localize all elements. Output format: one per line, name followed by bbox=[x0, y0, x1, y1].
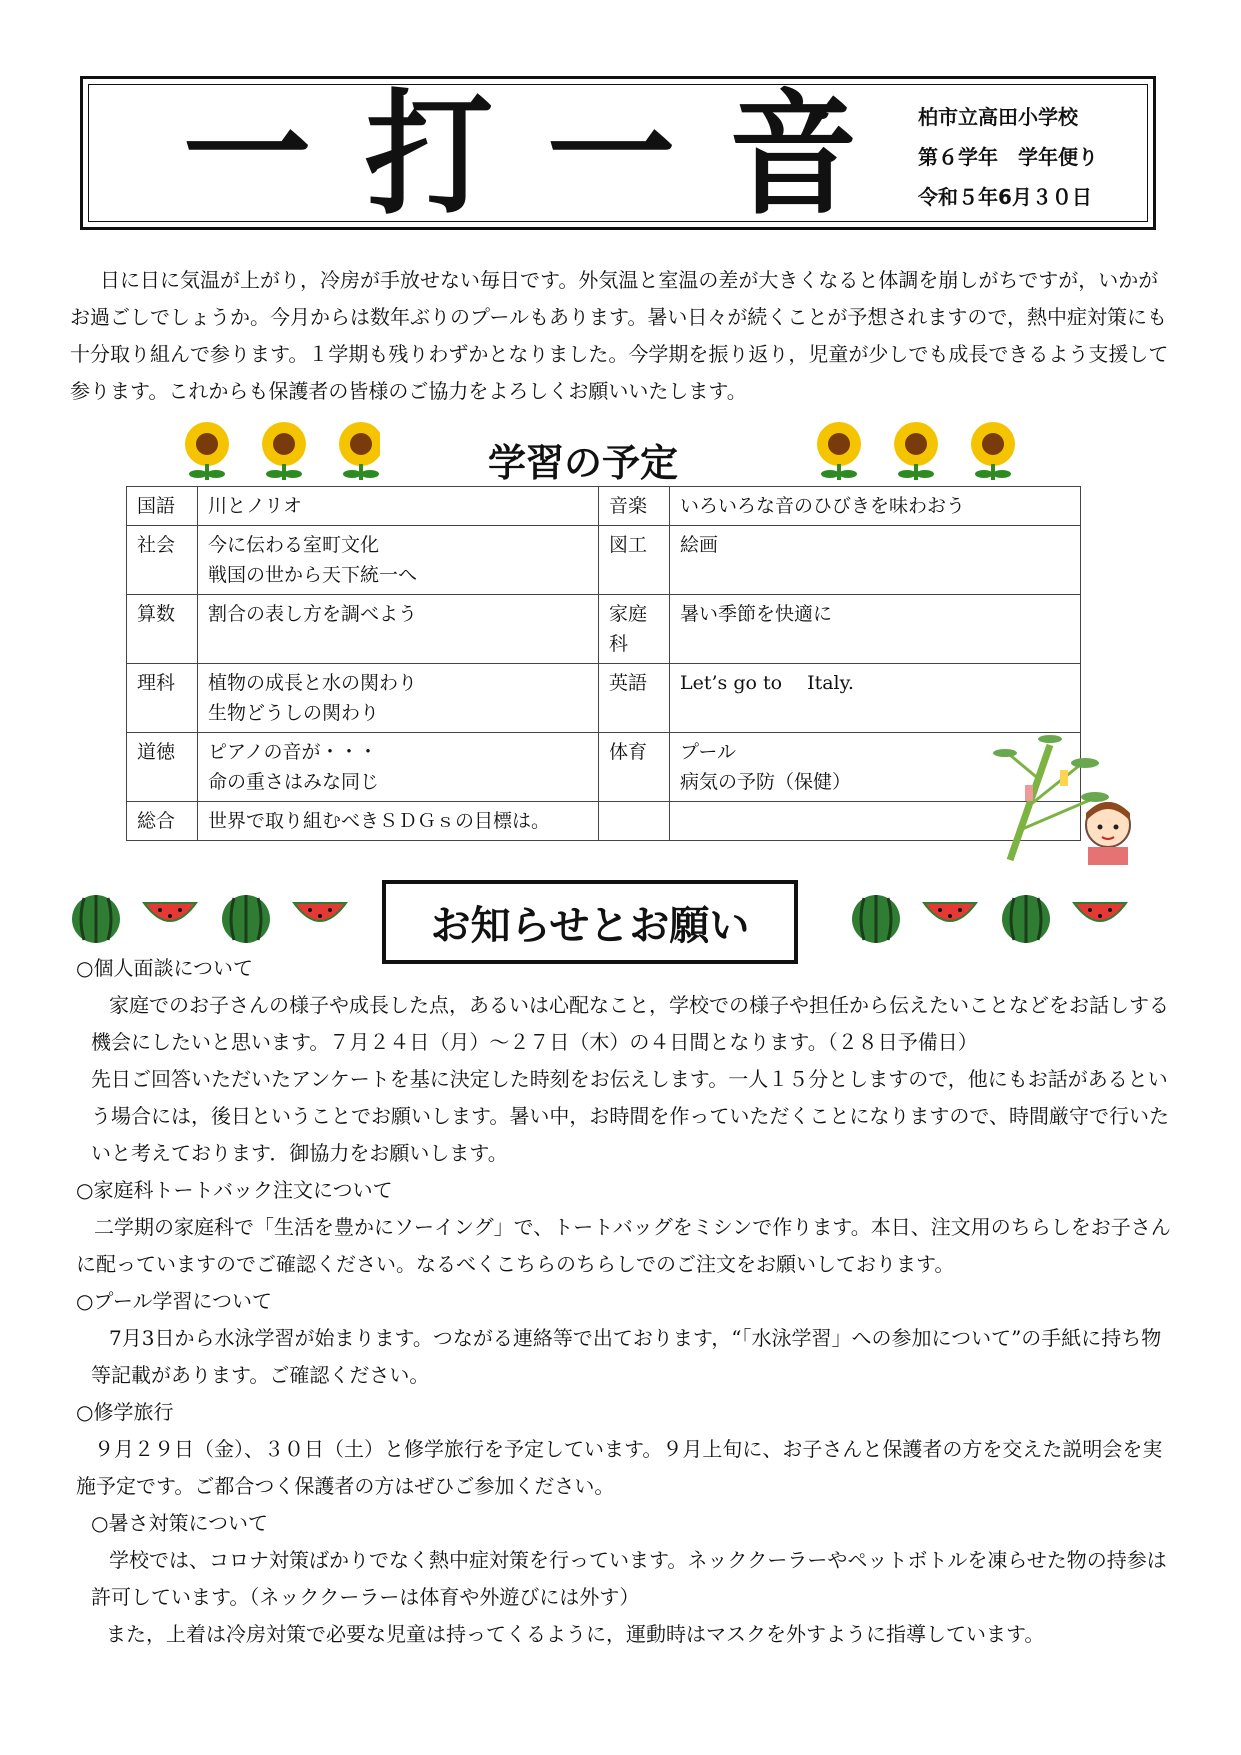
pool-heading: ○プール学習について bbox=[76, 1289, 273, 1313]
watermelon-slice-icon bbox=[292, 902, 348, 922]
heat-text-1: 学校では、コロナ対策ばかりでなく熱中症対策を行っています。ネッククーラーやペットボトルを凍らせた物の持参は許可しています。（ネッククーラーは体育や外遊びには外す） bbox=[91, 1548, 1167, 1609]
watermelon-slice-icon bbox=[922, 902, 978, 922]
content-cell-line: 今に伝わる室町文化 bbox=[208, 534, 380, 556]
sunflower-icon bbox=[262, 422, 306, 480]
watermelon-decoration-left bbox=[70, 892, 360, 946]
subject-cell-line: 音楽 bbox=[609, 495, 648, 517]
subject-cell-line: 図工 bbox=[609, 534, 648, 556]
subject-cell-line-2 bbox=[609, 767, 659, 797]
subject-cell-line: 社会 bbox=[137, 534, 176, 556]
interview-text-2: 先日ご回答いただいたアンケートを基に決定した時刻をお伝えします。一人１５分としますので，他にもお話があるという場合には，後日ということでお願いします。暑い中，お時間を作っていただくことになりますので、時間厳守で行いたいと考えております．御協力をお願いします。 bbox=[91, 1067, 1169, 1165]
newsletter-title: 一打一音 bbox=[183, 77, 912, 234]
content-cell bbox=[670, 487, 1081, 526]
content-cell-line: 川とノリオ bbox=[208, 495, 303, 517]
subject-cell-line: 体育 bbox=[609, 741, 648, 763]
content-cell-line: Let’s go to Italy. bbox=[680, 672, 854, 694]
content-cell bbox=[198, 733, 599, 802]
subject-cell bbox=[599, 595, 670, 664]
subject-cell-line: 英語 bbox=[609, 672, 648, 694]
watermelon-decoration-right bbox=[850, 892, 1140, 946]
notices-section bbox=[76, 950, 1176, 1653]
schedule-row bbox=[127, 526, 1081, 595]
pool-text: 7月3日から水泳学習が始まります。つながる連絡等で出ております，“「水泳学習」への参加について”の手紙に持ち物等記載があります。ご確認ください。 bbox=[91, 1326, 1162, 1387]
heat-heading: ○暑さ対策について bbox=[91, 1511, 269, 1535]
schedule-row bbox=[127, 664, 1081, 733]
subject-cell bbox=[599, 802, 670, 841]
schedule-row bbox=[127, 802, 1081, 841]
schedule-row bbox=[127, 733, 1081, 802]
sunflower-decoration-right bbox=[812, 418, 1032, 482]
content-cell bbox=[670, 664, 1081, 733]
subject-cell bbox=[127, 595, 198, 664]
study-schedule-title: 学習の予定 bbox=[488, 441, 679, 485]
masthead bbox=[80, 76, 1156, 234]
content-cell-line: 世界で取り組むべきＳＤＧｓの目標は。 bbox=[208, 810, 551, 832]
subject-cell bbox=[127, 733, 198, 802]
content-cell-line-2: 生物どうしの関わり bbox=[208, 702, 380, 724]
subject-cell bbox=[599, 664, 670, 733]
content-cell bbox=[198, 487, 599, 526]
subject-cell bbox=[127, 526, 198, 595]
subject-cell-line-2 bbox=[137, 560, 187, 590]
content-cell bbox=[198, 802, 599, 841]
sunflower-icon bbox=[339, 422, 380, 480]
content-cell-line-2: 戦国の世から天下統一へ bbox=[208, 564, 418, 586]
interview-text-1: 家庭でのお子さんの様子や成長した点，あるいは心配なこと，学校での様子や担任から伝えたいことなどをお話しする機会にしたいと思います。７月２４日（月）～２７日（木）の４日間となります。（２８日予備日） bbox=[91, 993, 1169, 1054]
subject-cell bbox=[599, 487, 670, 526]
content-cell-line-2: 病気の予防（保健） bbox=[680, 771, 852, 793]
watermelon-icon bbox=[1002, 895, 1050, 943]
content-cell-line: 暑い季節を快適に bbox=[680, 603, 833, 625]
school-trip-text: ９月２９日（金）、３０日（土）と修学旅行を予定しています。９月上旬に、お子さんと保護者の方を交えた説明会を実施予定です。ご都合つく保護者の方はぜひご参加ください。 bbox=[76, 1437, 1163, 1498]
content-cell-line: プール bbox=[680, 741, 737, 763]
subject-cell bbox=[599, 733, 670, 802]
sunflower-icon bbox=[971, 422, 1015, 480]
schedule-row bbox=[127, 487, 1081, 526]
tote-bag-heading: ○家庭科トートバック注文について bbox=[76, 1178, 393, 1202]
school-info bbox=[918, 97, 1098, 217]
sunflower-decoration-left bbox=[180, 418, 380, 482]
content-cell-line: いろいろな音のひびきを味わおう bbox=[680, 495, 966, 517]
sunflower-icon bbox=[185, 422, 229, 480]
sunflower-icon bbox=[817, 422, 861, 480]
content-cell bbox=[198, 595, 599, 664]
watermelon-icon bbox=[852, 895, 900, 943]
study-schedule-table bbox=[126, 486, 1081, 841]
subject-cell-line: 道徳 bbox=[137, 741, 176, 763]
content-cell-line: 植物の成長と水の関わり bbox=[208, 672, 418, 694]
content-cell bbox=[198, 664, 599, 733]
subject-cell-line-2 bbox=[137, 698, 187, 728]
content-cell-line-2 bbox=[680, 560, 1070, 590]
subject-cell bbox=[127, 487, 198, 526]
content-cell bbox=[670, 526, 1081, 595]
content-cell-line: 割合の表し方を調べよう bbox=[208, 603, 418, 625]
subject-cell-line bbox=[609, 806, 659, 836]
tanabata-bamboo-illustration bbox=[990, 725, 1140, 865]
subject-cell-line-2 bbox=[609, 698, 659, 728]
schedule-row bbox=[127, 595, 1081, 664]
notices-title: お知らせとお願い bbox=[382, 880, 798, 964]
subject-cell bbox=[127, 802, 198, 841]
content-cell-line: 絵画 bbox=[680, 534, 719, 556]
grade-label: 第６学年 学年便り bbox=[918, 145, 1098, 169]
subject-cell-line: 総合 bbox=[137, 810, 176, 832]
content-cell-line-2: 命の重さはみな同じ bbox=[208, 771, 380, 793]
interview-heading: ○個人面談について bbox=[76, 956, 254, 980]
heat-text-2: また，上着は冷房対策で必要な児童は持ってくるように，運動時はマスクを外すように指導しています。 bbox=[106, 1622, 1045, 1646]
content-cell-line-2 bbox=[680, 698, 1070, 728]
issue-date: 令和５年6月３０日 bbox=[918, 185, 1092, 209]
school-trip-heading: ○修学旅行 bbox=[76, 1400, 174, 1424]
watermelon-slice-icon bbox=[142, 902, 198, 922]
watermelon-icon bbox=[72, 895, 120, 943]
subject-cell bbox=[127, 664, 198, 733]
subject-cell-line: 算数 bbox=[137, 603, 176, 625]
watermelon-icon bbox=[222, 895, 270, 943]
subject-cell-line: 理科 bbox=[137, 672, 176, 694]
subject-cell-line: 国語 bbox=[137, 495, 176, 517]
sunflower-icon bbox=[894, 422, 938, 480]
content-cell bbox=[198, 526, 599, 595]
intro-paragraph: 日に日に気温が上がり，冷房が手放せない毎日です。外気温と室温の差が大きくなると体調を崩しがちですが，いかがお過ごしでしょうか。今月からは数年ぶりのプールもあります。暑い日々が続くことが予想されますので，熱中症対策にも十分取り組んで参ります。１学期も残りわずかとなりました。今学期を振り返り，児童が少しでも成長できるよう支援して参ります。これからも保護者の皆様のご協力をよろしくお願いいたします。 bbox=[70, 268, 1169, 403]
content-cell bbox=[670, 595, 1081, 664]
watermelon-slice-icon bbox=[1072, 902, 1128, 922]
tote-bag-text: 二学期の家庭科で「生活を豊かにソーイング」で、トートバッグをミシンで作ります。本日、注文用のちらしをお子さんに配っていますのでご確認ください。なるべくこちらのちらしでのご注文をお願いしております。 bbox=[76, 1215, 1171, 1276]
content-cell-line: ピアノの音が・・・ bbox=[208, 741, 378, 763]
subject-cell-line: 家庭科 bbox=[609, 603, 648, 655]
school-name: 柏市立高田小学校 bbox=[918, 105, 1078, 129]
subject-cell-line-2 bbox=[609, 560, 659, 590]
subject-cell-line-2 bbox=[137, 767, 187, 797]
subject-cell bbox=[599, 526, 670, 595]
